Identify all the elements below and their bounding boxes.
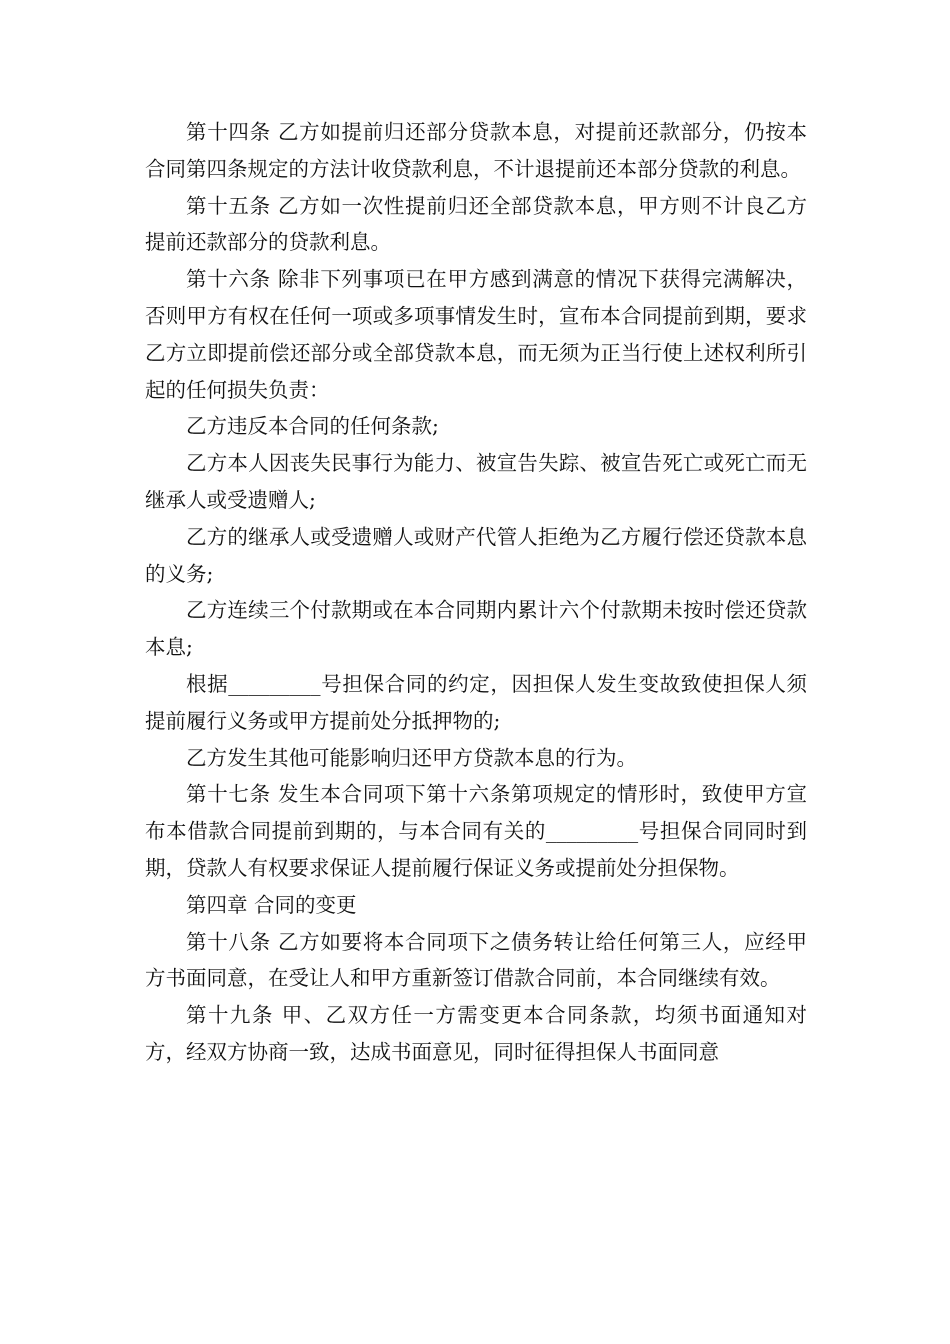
clause-16-item-1: 乙方违反本合同的任何条款; (186, 414, 439, 439)
document-page (145, 114, 807, 1071)
clause-16-item-6: 乙方发生其他可能影响归还甲方贷款本息的行为。 (186, 745, 637, 770)
chapter-heading: 第四章 合同的变更 (186, 892, 357, 917)
clause-19: 第十九条 甲、乙双方任一方需变更本合同条款，均须书面通知对方，经双方协商一致，达成书面意见，同时征得担保人书面同意 (145, 1003, 807, 1064)
clause-16-item-2: 乙方本人因丧失民事行为能力、被宣告失踪、被宣告死亡或死亡而无继承人或受遗赠人; (145, 451, 807, 512)
clause-16-item-5: 根据_________号担保合同的约定，因担保人发生变故致使担保人须提前履行义务或甲方提前处分抵押物的; (145, 671, 807, 733)
clause-15: 第十五条 乙方如一次性提前归还全部贷款本息，甲方则不计良乙方提前还款部分的贷款利息。 (145, 193, 807, 255)
clause-16: 第十六条 除非下列事项已在甲方感到满意的情况下获得完满解决，否则甲方有权在任何一项或多项事情发生时，宣布本合同提前到期，要求乙方立即提前偿还部分或全部贷款本息，而无须为正当行使上述权利所引起的任何损失负责： (145, 267, 807, 402)
clause-18: 第十八条 乙方如要将本合同项下之债务转让给任何第三人，应经甲方书面同意，在受让人和甲方重新签订借款合同前，本合同继续有效。 (145, 929, 807, 991)
clause-14: 第十四条 乙方如提前归还部分贷款本息，对提前还款部分，仍按本合同第四条规定的方法计收贷款利息，不计退提前还本部分贷款的利息。 (145, 120, 807, 181)
clause-16-item-4: 乙方连续三个付款期或在本合同期内累计六个付款期未按时偿还贷款本息; (145, 598, 807, 660)
clause-17: 第十七条 发生本合同项下第十六条第项规定的情形时，致使甲方宣布本借款合同提前到期的，与本合同有关的_________号担保合同同时到期，贷款人有权要求保证人提前履行保证义务或提前处分担保物。 (145, 782, 807, 880)
clause-16-item-3: 乙方的继承人或受遗赠人或财产代管人拒绝为乙方履行偿还贷款本息的义务; (145, 524, 807, 586)
